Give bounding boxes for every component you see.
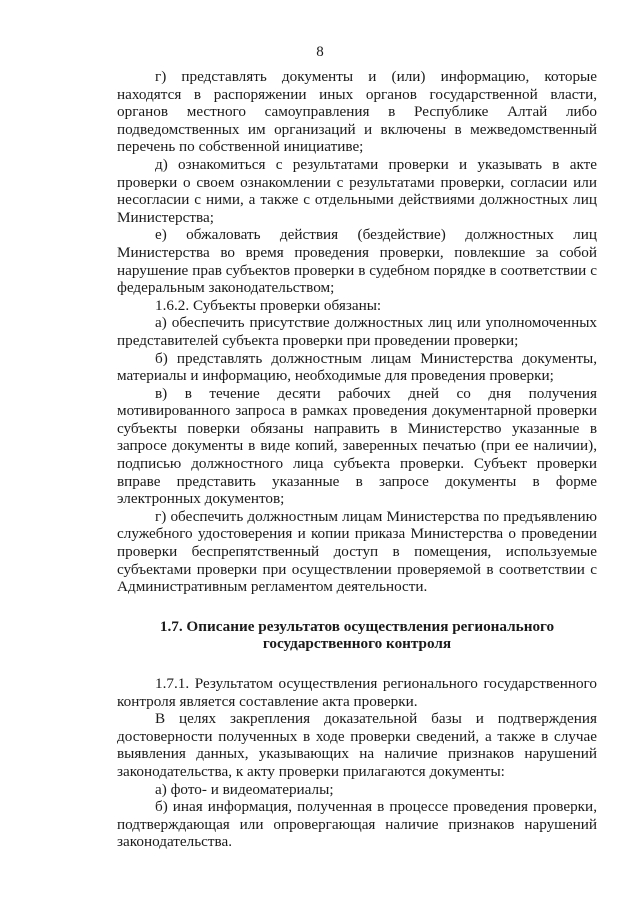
paragraph-rights-g: г) представлять документы и (или) информацию, которые находятся в распоряжении иных органов государственной власти, органов местного самоуправления в Республике Алтай либо подведомственных им организаций и включены в межведомственный перечень по собственной инициативе; xyxy=(117,68,597,156)
paragraph-duty-b: б) представлять должностным лицам Министерства документы, материалы и информацию, необходимые для проведения проверки; xyxy=(117,349,597,385)
paragraph-duty-v: в) в течение десяти рабочих дней со дня получения мотивированного запроса в рамках проведения документарной проверки субъекты поверки обязаны направить в Министерство указанные в запросе документы в виде копий, заверенных печатью (при ее наличии), подписью должностного лица субъекта проверки. Субъект проверки вправе представить указанные в запросе документы в форме электронных документов; xyxy=(117,384,597,508)
paragraph-evidence-a: а) фото- и видеоматериалы; xyxy=(155,780,334,798)
document-body xyxy=(117,68,597,851)
paragraph-evidence: В целях закрепления доказательной базы и подтверждения достоверности полученных в ходе проверки сведений, а также в случае выявления данных, указывающих на наличие признаков нарушений законодательства, к акту проверки прилагаются документы: xyxy=(117,710,597,780)
page-number: 8 xyxy=(316,44,324,60)
paragraph-duty-g: г) обеспечить должностным лицам Министерства по предъявлению служебного удостоверения и копии приказа Министерства о проведении проверки беспрепятственный доступ в помещения, используемые субъектами проверки при осуществлении проверяемой в соответствии с Административным регламентом деятельности. xyxy=(117,507,597,596)
paragraph-duty-a: а) обеспечить присутствие должностных лиц или уполномоченных представителей субъекта проверки при проведении проверки; xyxy=(117,314,597,349)
section-heading-1-7: 1.7. Описание результатов осуществления регионального государственного контроля xyxy=(159,617,555,653)
paragraph-rights-e: е) обжаловать действия (бездействие) должностных лиц Министерства во время проведения проверки, повлекшие за собой нарушение прав субъектов проверки в судебном порядке в соответствии с федеральным законодательством; xyxy=(117,226,597,297)
paragraph-evidence-b: б) иная информация, полученная в процессе проведения проверки, подтверждающая или опровергающая наличие признаков нарушений законодательства. xyxy=(117,798,597,851)
paragraph-1-7-1: 1.7.1. Результатом осуществления регионального государственного контроля является составление акта проверки. xyxy=(117,675,597,710)
paragraph-1-6-2: 1.6.2. Субъекты проверки обязаны: xyxy=(155,296,382,314)
paragraph-rights-d: д) ознакомиться с результатами проверки и указывать в акте проверки о своем ознакомлении с результатами проверки, согласии или несогласии с ними, а также с отдельными действиями должностных лиц Министерства; xyxy=(117,155,597,226)
